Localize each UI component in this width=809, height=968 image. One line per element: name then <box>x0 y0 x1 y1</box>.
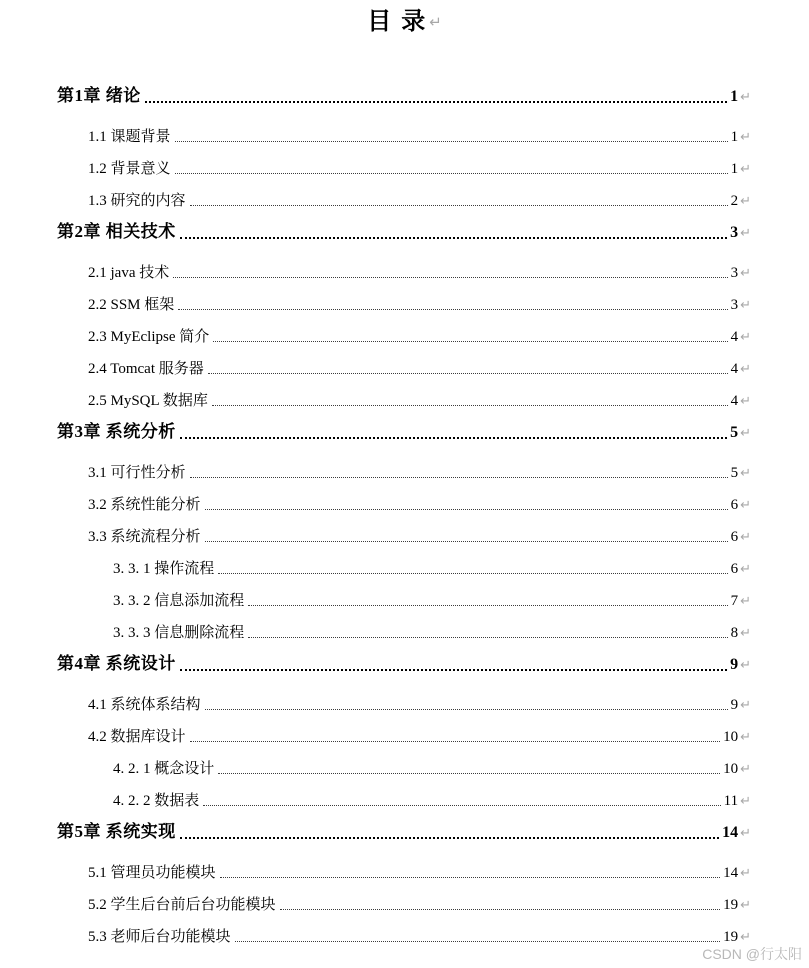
toc-page-number: 1 <box>730 161 739 177</box>
toc-page-number: 19 <box>723 897 739 913</box>
toc-page-number: 6 <box>730 497 739 513</box>
paragraph-mark-icon: ↵ <box>740 498 751 514</box>
toc-entry-text[interactable]: 第5章 系统实现 <box>57 821 176 841</box>
paragraph-mark-icon: ↵ <box>740 530 751 546</box>
toc-row[interactable] <box>57 810 751 842</box>
watermark: CSDN @行太阳 <box>702 946 802 962</box>
toc-row[interactable] <box>57 882 751 914</box>
toc-page-number: 11 <box>723 793 739 809</box>
toc-row[interactable] <box>57 714 751 746</box>
toc-entry-text[interactable]: 3. 3. 2 信息添加流程 <box>113 593 245 609</box>
dot-leader <box>205 509 728 510</box>
document-title-line <box>0 0 809 36</box>
dot-leader <box>235 941 721 942</box>
paragraph-mark-icon: ↵ <box>740 362 751 378</box>
toc-row[interactable] <box>57 578 751 610</box>
dot-leader <box>212 405 728 406</box>
toc-row[interactable] <box>57 250 751 282</box>
paragraph-mark-icon: ↵ <box>740 626 751 642</box>
paragraph-mark-icon: ↵ <box>740 762 751 778</box>
dot-leader <box>190 477 728 478</box>
toc-entry-text[interactable]: 2.2 SSM 框架 <box>88 297 175 313</box>
toc-entry-text[interactable]: 3. 3. 3 信息删除流程 <box>113 625 245 641</box>
paragraph-mark-icon: ↵ <box>740 466 751 482</box>
paragraph-mark-icon: ↵ <box>429 13 442 31</box>
toc-list <box>57 74 751 946</box>
toc-page-number: 6 <box>730 561 739 577</box>
toc-row[interactable] <box>57 778 751 810</box>
dot-leader <box>213 341 727 342</box>
toc-entry-text[interactable]: 第2章 相关技术 <box>57 221 176 241</box>
toc-row[interactable] <box>57 746 751 778</box>
dot-leader <box>175 173 728 174</box>
toc-row[interactable] <box>57 914 751 946</box>
toc-entry-text[interactable]: 4. 2. 2 数据表 <box>113 793 200 809</box>
document-title: 目 录 <box>367 9 428 35</box>
toc-page-number: 4 <box>730 361 739 377</box>
toc-entry-text[interactable]: 4.1 系统体系结构 <box>88 697 201 713</box>
toc-page-number: 10 <box>723 729 739 745</box>
dot-leader <box>175 141 728 142</box>
paragraph-mark-icon: ↵ <box>740 394 751 410</box>
dot-leader <box>248 637 727 638</box>
paragraph-mark-icon: ↵ <box>740 90 751 106</box>
dot-leader <box>218 573 727 574</box>
paragraph-mark-icon: ↵ <box>740 930 751 946</box>
toc-row[interactable] <box>57 514 751 546</box>
toc-row[interactable] <box>57 850 751 882</box>
toc-row[interactable] <box>57 314 751 346</box>
paragraph-mark-icon: ↵ <box>740 698 751 714</box>
paragraph-mark-icon: ↵ <box>740 794 751 810</box>
toc-row[interactable] <box>57 74 751 106</box>
paragraph-mark-icon: ↵ <box>740 426 751 442</box>
toc-entry-text[interactable]: 第4章 系统设计 <box>57 653 176 673</box>
toc-entry-text[interactable]: 2.1 java 技术 <box>88 265 170 281</box>
toc-page-number: 3 <box>730 223 739 241</box>
paragraph-mark-icon: ↵ <box>740 594 751 610</box>
toc-row[interactable] <box>57 378 751 410</box>
toc-entry-text[interactable]: 第1章 绪论 <box>57 85 141 105</box>
paragraph-mark-icon: ↵ <box>740 298 751 314</box>
toc-entry-text[interactable]: 1.3 研究的内容 <box>88 193 186 209</box>
paragraph-mark-icon: ↵ <box>740 130 751 146</box>
dot-leader <box>220 877 721 878</box>
dot-leader <box>145 101 727 103</box>
toc-page-number: 14 <box>722 823 739 841</box>
toc-page-number: 10 <box>723 761 739 777</box>
toc-page-number: 4 <box>730 329 739 345</box>
toc-row[interactable] <box>57 146 751 178</box>
toc-page-number: 2 <box>730 193 739 209</box>
paragraph-mark-icon: ↵ <box>740 826 751 842</box>
toc-row[interactable] <box>57 178 751 210</box>
toc-entry-text[interactable]: 2.4 Tomcat 服务器 <box>88 361 204 377</box>
toc-entry-text[interactable]: 1.1 课题背景 <box>88 129 171 145</box>
paragraph-mark-icon: ↵ <box>740 162 751 178</box>
toc-entry-text[interactable]: 1.2 背景意义 <box>88 161 171 177</box>
toc-row[interactable] <box>57 410 751 442</box>
toc-entry-text[interactable]: 3.2 系统性能分析 <box>88 497 201 513</box>
toc-page-number: 19 <box>723 929 739 945</box>
toc-row[interactable] <box>57 642 751 674</box>
paragraph-mark-icon: ↵ <box>740 194 751 210</box>
toc-page-number: 7 <box>730 593 739 609</box>
dot-leader <box>205 541 728 542</box>
paragraph-mark-icon: ↵ <box>740 730 751 746</box>
toc-page-number: 4 <box>730 393 739 409</box>
toc-entry-text[interactable]: 2.5 MySQL 数据库 <box>88 393 208 409</box>
toc-row[interactable] <box>57 114 751 146</box>
dot-leader <box>190 741 721 742</box>
toc-entry-text[interactable]: 3.1 可行性分析 <box>88 465 186 481</box>
toc-row[interactable] <box>57 482 751 514</box>
toc-page-number: 6 <box>730 529 739 545</box>
paragraph-mark-icon: ↵ <box>740 562 751 578</box>
dot-leader <box>180 837 719 839</box>
toc-row[interactable] <box>57 610 751 642</box>
toc-page-number: 5 <box>730 465 739 481</box>
dot-leader <box>218 773 720 774</box>
dot-leader <box>205 709 728 710</box>
toc-entry-text[interactable]: 2.3 MyEclipse 简介 <box>88 329 210 345</box>
paragraph-mark-icon: ↵ <box>740 330 751 346</box>
toc-entry-text[interactable]: 4.2 数据库设计 <box>88 729 186 745</box>
toc-row[interactable] <box>57 210 751 242</box>
toc-entry-text[interactable]: 3. 3. 1 操作流程 <box>113 561 215 577</box>
dot-leader <box>248 605 727 606</box>
dot-leader <box>208 373 728 374</box>
toc-page-number: 5 <box>730 423 739 441</box>
toc-entry-text[interactable]: 3.3 系统流程分析 <box>88 529 201 545</box>
toc-page-number: 3 <box>730 297 739 313</box>
paragraph-mark-icon: ↵ <box>740 898 751 914</box>
dot-leader <box>180 437 727 439</box>
paragraph-mark-icon: ↵ <box>740 866 751 882</box>
toc-page-number: 14 <box>723 865 739 881</box>
toc-page-number: 8 <box>730 625 739 641</box>
toc-page-number: 1 <box>730 129 739 145</box>
toc-row[interactable] <box>57 450 751 482</box>
toc-row[interactable] <box>57 346 751 378</box>
toc-page-number: 1 <box>730 87 739 105</box>
toc-row[interactable] <box>57 282 751 314</box>
toc-entry-text[interactable]: 5.3 老师后台功能模块 <box>88 929 231 945</box>
paragraph-mark-icon: ↵ <box>740 658 751 674</box>
toc-row[interactable] <box>57 546 751 578</box>
toc-entry-text[interactable]: 第3章 系统分析 <box>57 421 176 441</box>
toc-page-number: 9 <box>730 655 739 673</box>
toc-entry-text[interactable]: 4. 2. 1 概念设计 <box>113 761 215 777</box>
dot-leader <box>178 309 727 310</box>
toc-entry-text[interactable]: 5.1 管理员功能模块 <box>88 865 216 881</box>
toc-row[interactable] <box>57 682 751 714</box>
dot-leader <box>190 205 728 206</box>
toc-page-number: 9 <box>730 697 739 713</box>
toc-page-number: 3 <box>730 265 739 281</box>
dot-leader <box>280 909 721 910</box>
dot-leader <box>180 237 727 239</box>
paragraph-mark-icon: ↵ <box>740 266 751 282</box>
dot-leader <box>173 277 727 278</box>
paragraph-mark-icon: ↵ <box>740 226 751 242</box>
dot-leader <box>180 669 727 671</box>
dot-leader <box>203 805 720 806</box>
toc-entry-text[interactable]: 5.2 学生后台前后台功能模块 <box>88 897 276 913</box>
